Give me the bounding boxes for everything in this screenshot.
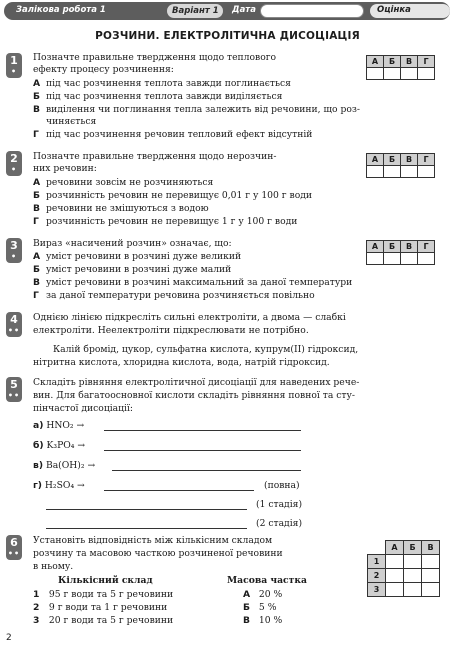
task-question: Позначте правильне твердження щодо нерозчин- xyxy=(33,151,277,162)
task-question: ефекту процесу розчинення: xyxy=(33,64,174,75)
difficulty-dots: • xyxy=(10,252,18,261)
grid-cell[interactable] xyxy=(384,166,401,178)
task-question: розчину та масовою часткою розчиненої речовини xyxy=(33,548,283,559)
variant-label: Варіант 1 xyxy=(172,6,219,16)
grid-cell[interactable] xyxy=(367,68,384,80)
answer-option: Б уміст речовини в розчині дуже малий xyxy=(33,264,232,275)
grid-header: Г xyxy=(418,154,435,166)
answer-option-continued: чиняється xyxy=(46,116,97,127)
grid-cell[interactable] xyxy=(422,583,440,597)
answer-option: Г розчинність речовин не перевищує 1 г у 100 г води xyxy=(33,216,298,227)
grid-cell[interactable] xyxy=(422,555,440,569)
grid-row-header: 3 xyxy=(368,583,386,597)
grid-row-header: 1 xyxy=(368,555,386,569)
page-number: 2 xyxy=(6,633,12,643)
match-right-item: А 20 % xyxy=(243,589,283,600)
answer-option: Б розчинність речовин не перевищує 0,01 г у 100 г води xyxy=(33,190,313,201)
grid-header: А xyxy=(367,241,384,253)
grid-header: А xyxy=(367,154,384,166)
task-number-badge xyxy=(6,312,22,337)
column-header-mass-fraction: Масова частка xyxy=(227,575,307,586)
grid-header: Б xyxy=(404,541,422,555)
answer-grid[interactable] xyxy=(366,240,435,265)
task-number: 5 xyxy=(10,378,18,391)
date-label: Дата xyxy=(232,5,256,15)
task-question: Складіть рівняння електролітичної дисоціації для наведених рече- xyxy=(33,377,360,388)
grid-cell[interactable] xyxy=(404,583,422,597)
grid-header: Г xyxy=(418,241,435,253)
task-question: вин. Для багатоосновної кислоти складіть рівняння повної та сту- xyxy=(33,390,355,401)
grid-header: Г xyxy=(418,56,435,68)
grid-cell[interactable] xyxy=(401,166,418,178)
match-left-item: 2 9 г води та 1 г речовини xyxy=(33,602,168,613)
answer-option: В речовини не змішуються з водою xyxy=(33,203,209,214)
grid-header: В xyxy=(422,541,440,555)
date-field[interactable] xyxy=(260,4,364,18)
grid-header: Б xyxy=(384,56,401,68)
task-number-badge xyxy=(6,377,22,402)
answer-option: А речовини зовсім не розчиняються xyxy=(33,177,214,188)
column-header-composition: Кількісний склад xyxy=(58,575,153,586)
task-number: 2 xyxy=(10,152,18,165)
answer-option: В уміст речовини в розчині максимальний за даної температури xyxy=(33,277,353,288)
grid-cell[interactable] xyxy=(384,253,401,265)
equation-item: в) Ba(OH)₂ → xyxy=(33,460,96,471)
grid-cell[interactable] xyxy=(418,253,435,265)
answer-option: Г за даної температури речовина розчиняється повільно xyxy=(33,290,315,301)
task-number: 6 xyxy=(10,536,18,549)
grid-cell[interactable] xyxy=(418,68,435,80)
task-question: пінчастої дисоціації: xyxy=(33,403,134,414)
task-question: Однією лінією підкресліть сильні електроліти, а двома — слабкі xyxy=(33,312,346,323)
stage1-label: (1 стадія) xyxy=(256,499,303,510)
grid-cell[interactable] xyxy=(418,166,435,178)
match-left-item: 1 95 г води та 5 г речовини xyxy=(33,589,174,600)
grid-header: Б xyxy=(384,241,401,253)
grid-header: А xyxy=(386,541,404,555)
difficulty-dots: •• xyxy=(7,391,21,400)
task-number-badge xyxy=(6,238,22,263)
difficulty-dots: •• xyxy=(7,549,21,558)
match-right-item: В 10 % xyxy=(243,615,283,626)
answer-option: Г під час розчинення речовин тепловий ефект відсутній xyxy=(33,129,313,140)
answer-option: В виділення чи поглинання тепла залежить від речовини, що роз- xyxy=(33,104,360,115)
page-title: РОЗЧИНИ. ЕЛЕКТРОЛІТИЧНА ДИСОЦІАЦІЯ xyxy=(95,30,360,42)
substance-list[interactable]: нітритна кислота, хлоридна кислота, вода, натрій гідроксид. xyxy=(33,357,330,368)
answer-line[interactable] xyxy=(112,470,301,471)
grid-cell[interactable] xyxy=(404,569,422,583)
match-right-item: Б 5 % xyxy=(243,602,277,613)
equation-item: г) H₂SO₄ → xyxy=(33,480,85,491)
grid-cell[interactable] xyxy=(384,68,401,80)
grade-pill xyxy=(370,4,450,18)
answer-line[interactable] xyxy=(104,430,301,431)
answer-line[interactable] xyxy=(46,509,247,510)
grid-cell[interactable] xyxy=(401,253,418,265)
task-number-badge xyxy=(6,151,22,176)
task-number-badge xyxy=(6,53,22,78)
answer-line[interactable] xyxy=(46,528,247,529)
grid-header: В xyxy=(401,56,418,68)
stage2-label: (2 стадія) xyxy=(256,518,303,529)
grid-corner xyxy=(368,541,386,555)
grid-header: А xyxy=(367,56,384,68)
substance-list[interactable]: Калій бромід, цукор, сульфатна кислота, купрум(ІІ) гідроксид, xyxy=(53,344,359,355)
header-title: Залікова робота 1 xyxy=(16,5,106,15)
task-question: в ньому. xyxy=(33,561,74,572)
equation-item: а) HNO₂ → xyxy=(33,420,85,431)
equation-item: б) K₃PO₄ → xyxy=(33,440,86,451)
grid-header: В xyxy=(401,241,418,253)
answer-grid[interactable] xyxy=(366,153,435,178)
grid-cell[interactable] xyxy=(422,569,440,583)
grid-row-header: 2 xyxy=(368,569,386,583)
answer-option: А під час розчинення теплота завжди поглинається xyxy=(33,78,291,89)
grid-cell[interactable] xyxy=(401,68,418,80)
grid-cell[interactable] xyxy=(367,253,384,265)
grid-cell[interactable] xyxy=(404,555,422,569)
difficulty-dots: •• xyxy=(7,326,21,335)
full-dissociation-label: (повна) xyxy=(264,480,300,491)
grid-cell[interactable] xyxy=(386,583,404,597)
grade-label: Оцінка xyxy=(377,5,411,15)
task-question: Позначте правильне твердження щодо теплового xyxy=(33,52,277,63)
task-number: 3 xyxy=(10,239,18,252)
task-number-badge xyxy=(6,535,22,560)
matching-grid[interactable] xyxy=(367,540,440,597)
answer-option: А уміст речовини в розчині дуже великий xyxy=(33,251,242,262)
task-number: 1 xyxy=(10,54,18,67)
match-left-item: 3 20 г води та 5 г речовини xyxy=(33,615,174,626)
answer-option: Б під час розчинення теплота завжди виділяється xyxy=(33,91,283,102)
answer-line[interactable] xyxy=(104,450,301,451)
answer-grid[interactable] xyxy=(366,55,435,80)
task-number: 4 xyxy=(10,313,18,326)
header-bar xyxy=(4,2,450,20)
grid-header: Б xyxy=(384,154,401,166)
answer-line[interactable] xyxy=(104,490,254,491)
difficulty-dots: • xyxy=(10,165,18,174)
grid-cell[interactable] xyxy=(367,166,384,178)
grid-cell[interactable] xyxy=(386,569,404,583)
grid-header: В xyxy=(401,154,418,166)
task-question: Установіть відповідність між кількісним складом xyxy=(33,535,273,546)
grid-cell[interactable] xyxy=(386,555,404,569)
task-question: електроліти. Неелектроліти підкреслювати не потрібно. xyxy=(33,325,309,336)
task-question: них речовин: xyxy=(33,163,97,174)
difficulty-dots: • xyxy=(10,67,18,76)
task-question: Вираз «насичений розчин» означає, що: xyxy=(33,238,232,249)
